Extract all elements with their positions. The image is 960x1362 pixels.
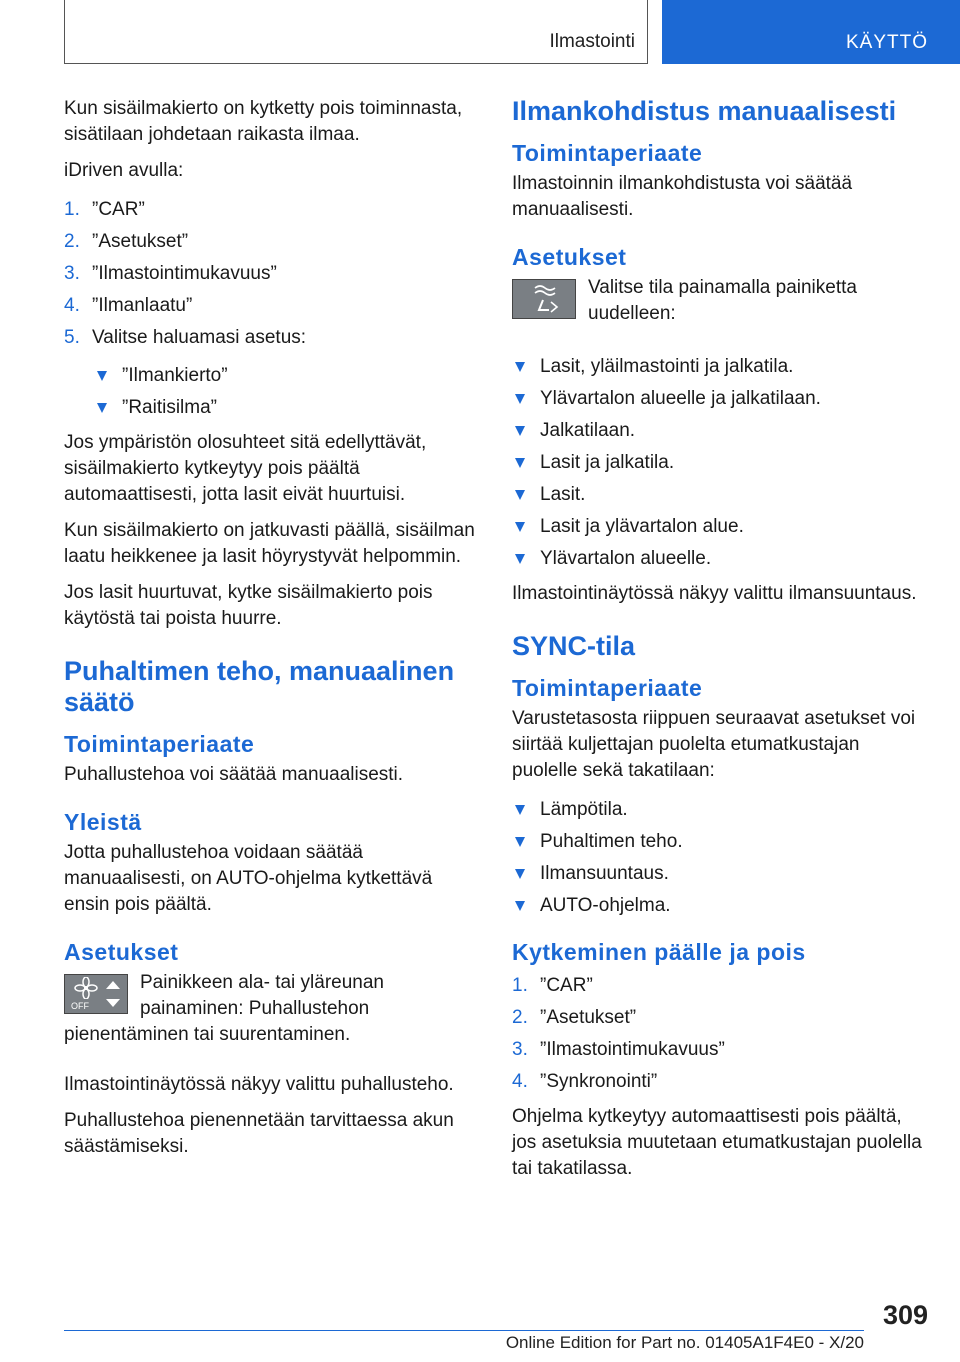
subsection-heading: Asetukset xyxy=(512,244,627,270)
header-section-title: Ilmastointi xyxy=(549,31,635,52)
step-text: ”CAR” xyxy=(540,975,593,996)
step-text: ”CAR” xyxy=(92,199,145,220)
paragraph: Ilmastointinäytössä näkyy valittu ilmansuuntaus. xyxy=(512,583,917,604)
air-distribution-button-icon xyxy=(512,279,576,319)
step-number: 1. xyxy=(64,199,80,220)
fan-icon xyxy=(73,977,99,999)
step-text: ”Ilmastointimukavuus” xyxy=(92,263,277,284)
list-item xyxy=(512,1066,924,1098)
bullet-triangle-icon xyxy=(515,490,525,500)
footer-divider xyxy=(64,1330,864,1331)
right-column xyxy=(512,96,924,1192)
list-item xyxy=(512,543,924,575)
list-item xyxy=(512,1034,924,1066)
step-text: ”Asetukset” xyxy=(540,1007,637,1028)
list-item xyxy=(512,415,924,447)
list-item xyxy=(512,970,924,1002)
bullet-triangle-icon xyxy=(97,403,107,413)
list-item xyxy=(512,826,924,858)
paragraph: Ilmastoinnin ilmankohdistusta voi säätää manuaalisesti. xyxy=(512,173,853,220)
list-item xyxy=(64,392,476,424)
item-text: ”Raitisilma” xyxy=(122,397,217,418)
item-text: Ylävartalon alueelle ja jalkatilaan. xyxy=(540,388,821,409)
sync-items-list xyxy=(512,794,924,922)
header-chapter-title: KÄYTTÖ xyxy=(845,32,928,53)
fan-button-description xyxy=(64,970,476,1058)
section-heading: SYNC-tila xyxy=(512,631,636,661)
step-text: ”Synkronointi” xyxy=(540,1071,658,1092)
header-chapter-tab xyxy=(662,0,960,64)
step-text: Valitse haluamasi asetus: xyxy=(92,327,307,348)
paragraph: Kun sisäilmakierto on jatkuvasti päällä, sisäilman laatu heikkenee ja lasit höyrystyvät helpommin. xyxy=(64,520,475,567)
subsection-heading: Toimintaperiaate xyxy=(512,675,703,701)
subsection-heading: Yleistä xyxy=(64,809,142,835)
list-item xyxy=(512,1002,924,1034)
bullet-triangle-icon xyxy=(515,426,525,436)
section-heading: Puhaltimen teho, manuaalinen säätö xyxy=(64,656,455,717)
paragraph: Jotta puhallustehoa voidaan säätää manuaalisesti, on AUTO-ohjelma kytkettävä ensin pois päältä. xyxy=(64,842,433,915)
paragraph: Valitse tila painamalla painiketta uudelleen: xyxy=(588,277,857,324)
step-number: 3. xyxy=(512,1039,528,1060)
bullet-triangle-icon xyxy=(515,458,525,468)
list-item xyxy=(64,258,476,290)
air-mode-list xyxy=(512,351,924,575)
paragraph: Puhallustehoa voi säätää manuaalisesti. xyxy=(64,764,404,785)
bullet-triangle-icon xyxy=(515,901,525,911)
paragraph: Varustetasosta riippuen seuraavat asetukset voi siirtää kuljettajan puolelta etumatkustajan puolelle sekä takatilaan: xyxy=(512,708,916,781)
paragraph: Jos ympäristön olosuhteet sitä edellyttävät, sisäilmakierto kytkeytyy pois päältä automaattisesti, jotta lasit eivät huurtuisi. xyxy=(64,432,427,505)
sync-steps-list xyxy=(512,970,924,1098)
paragraph: iDriven avulla: xyxy=(64,160,184,181)
item-text: Puhaltimen teho. xyxy=(540,831,683,852)
list-item xyxy=(512,383,924,415)
step-number: 4. xyxy=(64,295,80,316)
bullet-triangle-icon xyxy=(515,362,525,372)
page-number: 309 xyxy=(882,1300,928,1330)
bullet-triangle-icon xyxy=(515,837,525,847)
item-text: Jalkatilaan. xyxy=(540,420,636,441)
step-number: 5. xyxy=(64,327,80,348)
item-text: ”Ilmankierto” xyxy=(122,365,228,386)
item-text: Ylävartalon alueelle. xyxy=(540,548,712,569)
bullet-triangle-icon xyxy=(515,805,525,815)
bullet-triangle-icon xyxy=(515,394,525,404)
subsection-heading: Toimintaperiaate xyxy=(64,731,255,757)
step-number: 3. xyxy=(64,263,80,284)
off-label: OFF xyxy=(71,1001,89,1011)
item-text: Lasit ja ylävartalon alue. xyxy=(540,516,744,537)
item-text: Lasit ja jalkatila. xyxy=(540,452,675,473)
bullet-triangle-icon xyxy=(97,371,107,381)
bullet-triangle-icon xyxy=(515,554,525,564)
air-distribution-icon xyxy=(513,280,575,318)
section-heading: Ilmankohdistus manuaalisesti xyxy=(512,96,897,126)
step-text: ”Ilmastointimukavuus” xyxy=(540,1039,725,1060)
bullet-triangle-icon xyxy=(515,522,525,532)
paragraph: Jos lasit huurtuvat, kytke sisäilmakierto pois käytöstä tai poista huurre. xyxy=(64,582,433,629)
list-item xyxy=(512,890,924,922)
list-item xyxy=(64,194,476,226)
step-text: ”Asetukset” xyxy=(92,231,189,252)
paragraph: Painikkeen ala- tai yläreunan painaminen: Puhallustehon pienentäminen tai suurentaminen. xyxy=(64,972,384,1045)
step-number: 1. xyxy=(512,975,528,996)
item-text: Lasit, yläilmastointi ja jalkatila. xyxy=(540,356,794,377)
option-sublist xyxy=(64,360,476,424)
item-text: Lämpötila. xyxy=(540,799,628,820)
bullet-triangle-icon xyxy=(515,869,525,879)
idrive-steps-list xyxy=(64,194,476,354)
item-text: AUTO-ohjelma. xyxy=(540,895,671,916)
fan-speed-button-icon xyxy=(64,974,128,1014)
step-number: 2. xyxy=(64,231,80,252)
list-item xyxy=(64,290,476,322)
step-number: 2. xyxy=(512,1007,528,1028)
list-item xyxy=(64,322,476,354)
left-column xyxy=(64,96,476,1170)
header-section-box xyxy=(64,0,648,64)
list-item xyxy=(512,794,924,826)
paragraph: Kun sisäilmakierto on kytketty pois toiminnasta, sisätilaan johdetaan raikasta ilmaa. xyxy=(64,98,463,145)
list-item xyxy=(512,858,924,890)
step-text: ”Ilmanlaatu” xyxy=(92,295,193,316)
subsection-heading: Asetukset xyxy=(64,939,179,965)
list-item xyxy=(512,351,924,383)
subsection-heading: Kytkeminen päälle ja pois xyxy=(512,939,806,965)
airflow-button-description xyxy=(512,275,924,337)
paragraph: Ilmastointinäytössä näkyy valittu puhallusteho. xyxy=(64,1074,454,1095)
paragraph: Puhallustehoa pienennetään tarvittaessa akun säästämiseksi. xyxy=(64,1110,454,1157)
footer-edition: Online Edition for Part no. 01405A1F4E0 - X/20 xyxy=(505,1333,864,1352)
subsection-heading: Toimintaperiaate xyxy=(512,140,703,166)
list-item xyxy=(512,479,924,511)
arrow-up-icon xyxy=(106,981,120,989)
list-item xyxy=(64,226,476,258)
paragraph: Ohjelma kytkeytyy automaattisesti pois päältä, jos asetuksia muutetaan etumatkustajan puolella tai takatilassa. xyxy=(512,1106,922,1179)
item-text: Ilmansuuntaus. xyxy=(540,863,669,884)
arrow-down-icon xyxy=(106,999,120,1007)
step-number: 4. xyxy=(512,1071,528,1092)
list-item xyxy=(512,511,924,543)
item-text: Lasit. xyxy=(540,484,586,505)
list-item xyxy=(64,360,476,392)
list-item xyxy=(512,447,924,479)
